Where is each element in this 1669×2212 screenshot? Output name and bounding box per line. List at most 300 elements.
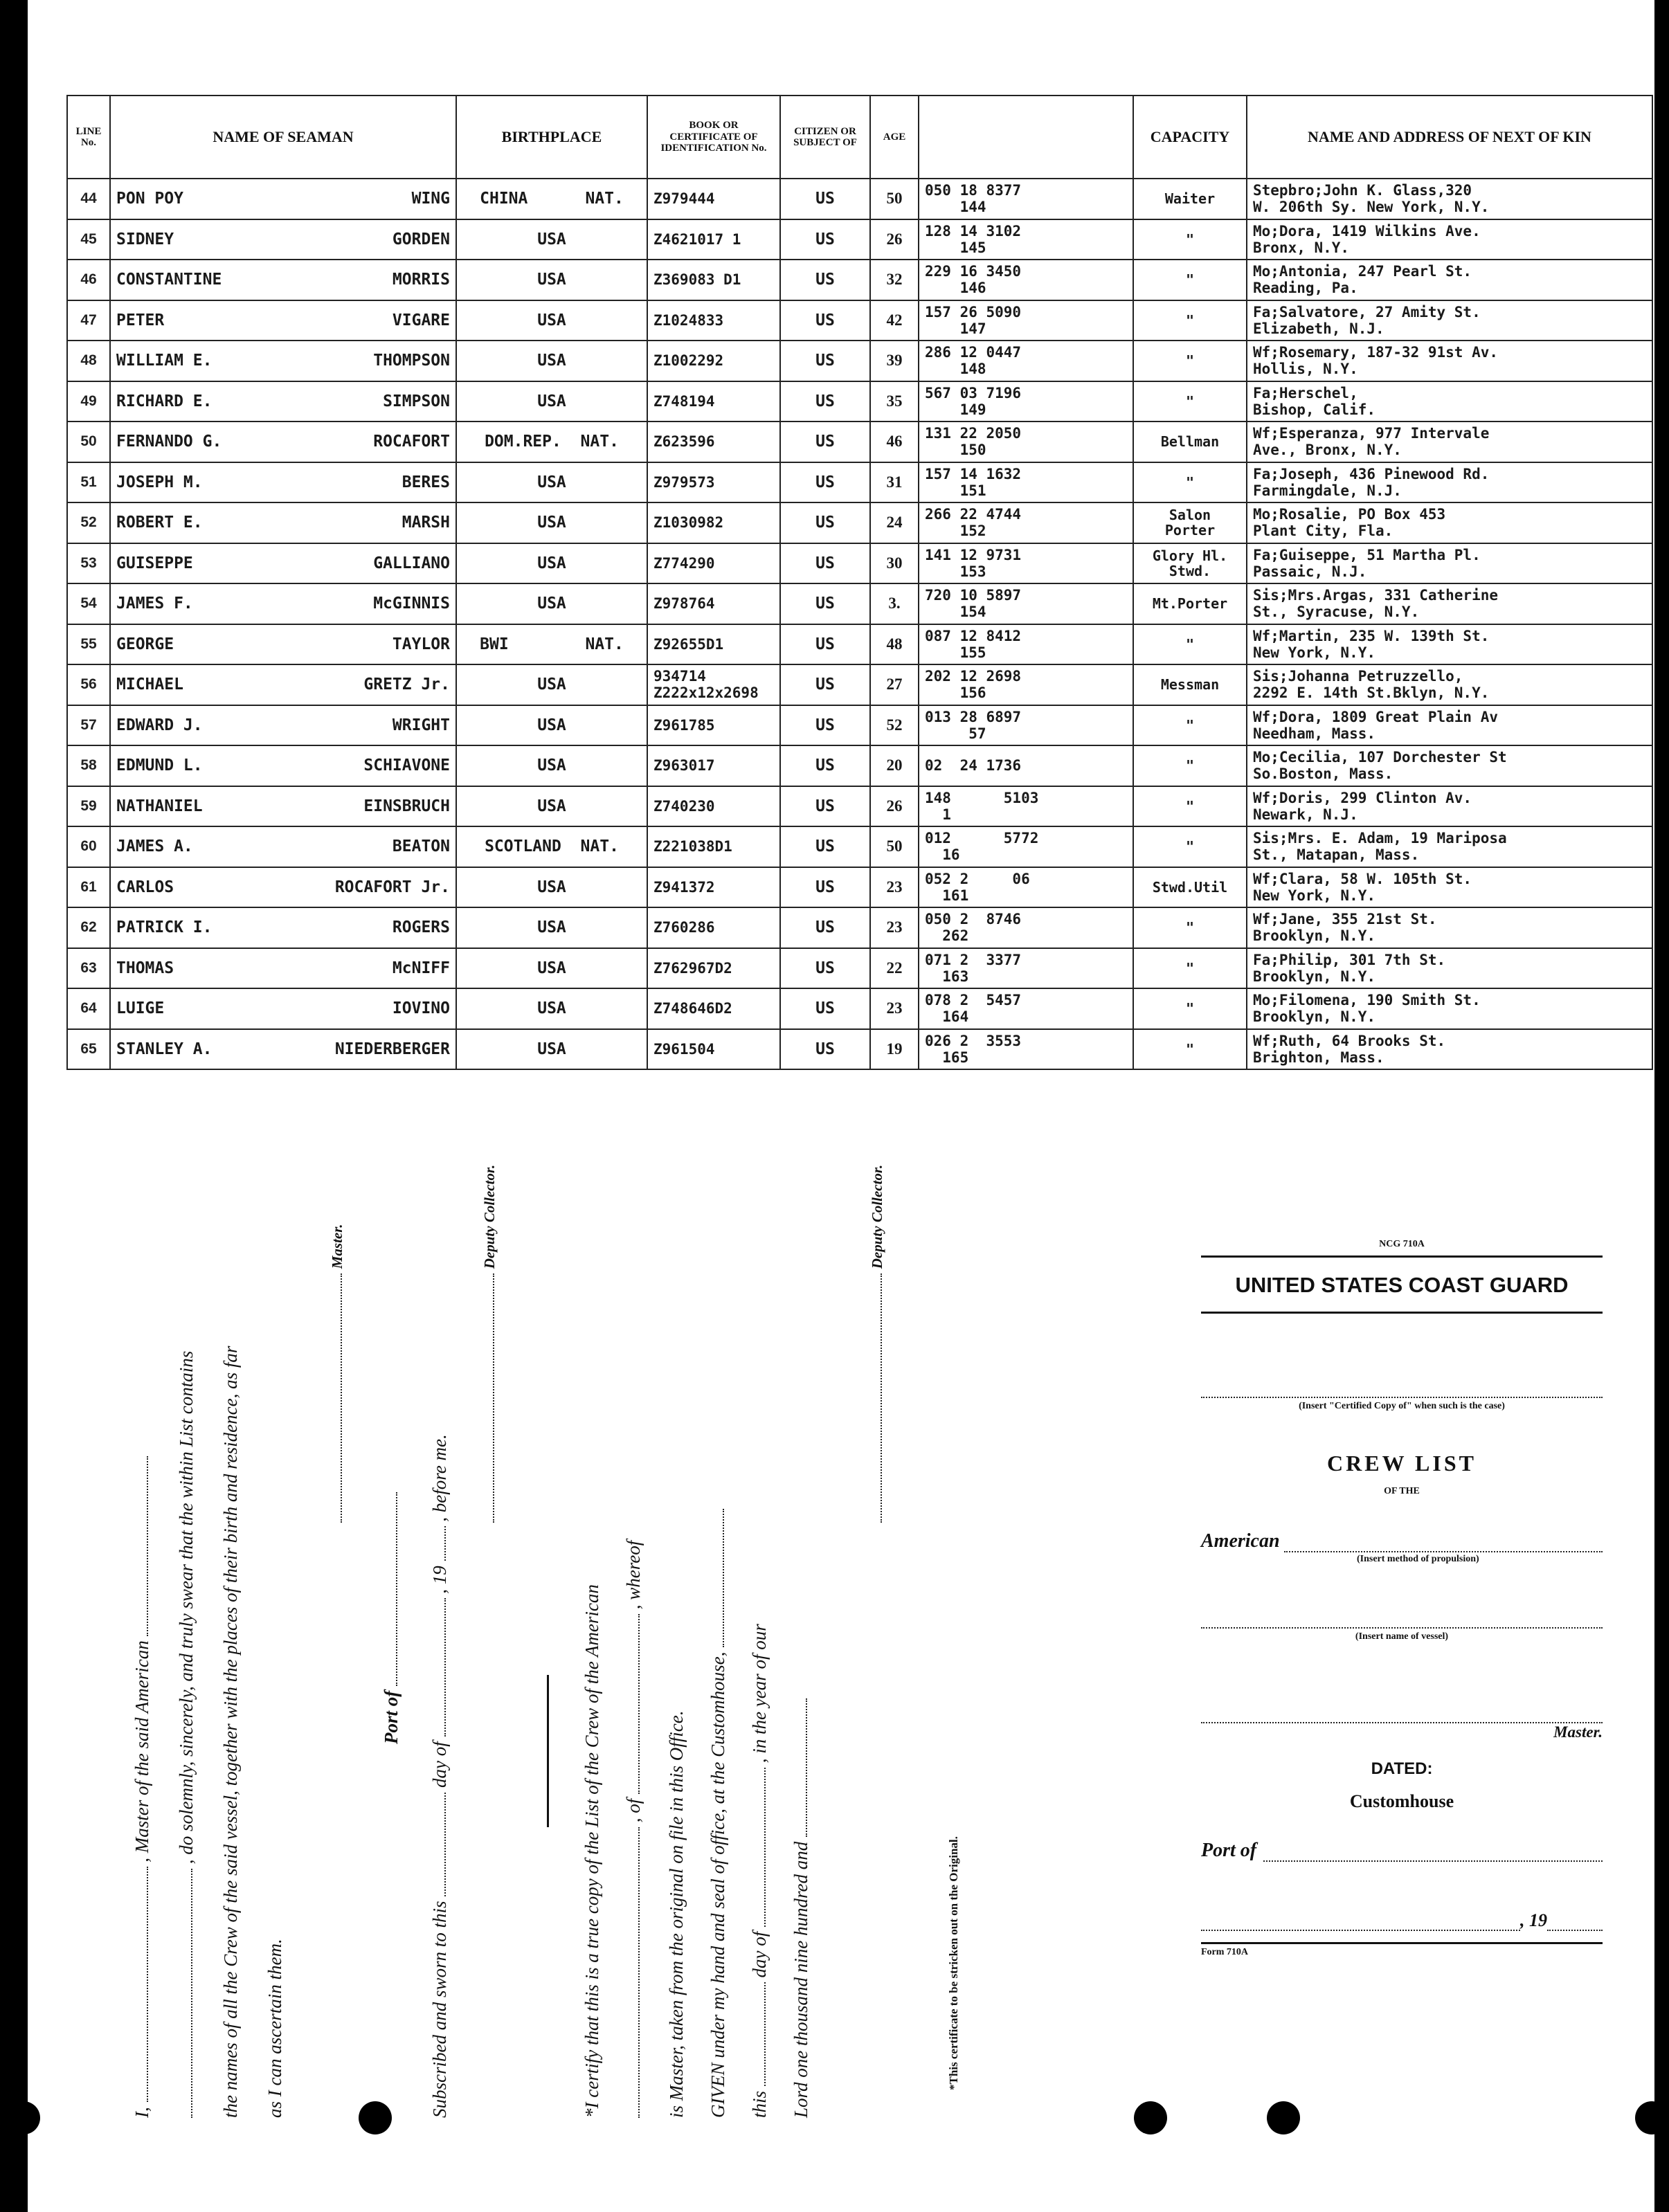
cell-line-no: 58 [67, 745, 110, 786]
form-year-line [1201, 1910, 1603, 1931]
cell-numbers: 050 2 8746 262 [919, 907, 1133, 948]
cell-age: 26 [870, 219, 919, 260]
master-label: Master. [329, 1224, 345, 1269]
table-row [67, 1029, 1652, 1070]
cell-birthplace: USA [456, 462, 647, 503]
cell-first-name: ROBERT E. [116, 514, 203, 532]
cell-birthplace: CHINA NAT. [456, 179, 647, 219]
cell-first-name: JAMES A. [116, 837, 193, 856]
this-text: this [749, 2090, 770, 2118]
cell-capacity: Waiter [1133, 179, 1247, 219]
form-master-label: Master. [1553, 1723, 1603, 1741]
cell-seaman-name [110, 421, 456, 462]
cell-seaman-name [110, 260, 456, 300]
cell-last-name: EINSBRUCH [363, 797, 450, 815]
cell-last-name: ROCAFORT [373, 433, 450, 451]
cell-capacity: " [1133, 219, 1247, 260]
header-certificate: BOOK OR CERTIFICATE OF IDENTIFICATION No. [647, 96, 780, 179]
cell-certificate: Z369083 D1 [647, 260, 780, 300]
table-row [67, 300, 1652, 341]
oath-line-3: the names of all the Crew of the said vessel, together with the places of their birth and residence, as far [220, 1345, 241, 2118]
cell-capacity: " [1133, 260, 1247, 300]
cell-first-name: RICHARD E. [116, 392, 213, 410]
cell-birthplace: USA [456, 341, 647, 381]
punch-hole [1635, 2101, 1668, 2134]
cell-seaman-name [110, 381, 456, 422]
cell-capacity: " [1133, 907, 1247, 948]
header-citizen: CITIZEN OR SUBJECT OF [780, 96, 870, 179]
cell-citizen: US [780, 381, 870, 422]
subscribed-day-of: day of [429, 1741, 450, 1788]
cell-first-name: NATHANIEL [116, 797, 203, 815]
cell-next-of-kin: Sis;Mrs.Argas, 331 Catherine St., Syracuse, N.Y. [1247, 583, 1652, 624]
cell-numbers: 148 5103 1 [919, 786, 1133, 827]
insert-name-note: (Insert name of vessel) [1355, 1631, 1449, 1642]
cell-citizen: US [780, 502, 870, 543]
oath-i: I, [132, 2107, 152, 2118]
cell-seaman-name [110, 300, 456, 341]
table-row [67, 988, 1652, 1029]
cell-line-no: 54 [67, 583, 110, 624]
american-label: American [1201, 1530, 1280, 1552]
cell-seaman-name [110, 462, 456, 503]
cell-first-name: JAMES F. [116, 595, 193, 613]
certify-line-3: is Master, taken from the original on file in this Office. [666, 1710, 687, 2118]
table-row [67, 826, 1652, 867]
cell-citizen: US [780, 219, 870, 260]
table-row [67, 786, 1652, 827]
cell-first-name: JOSEPH M. [116, 473, 203, 491]
cell-citizen: US [780, 664, 870, 705]
cell-capacity: " [1133, 462, 1247, 503]
cell-first-name: WILLIAM E. [116, 352, 213, 370]
cell-last-name: WING [411, 190, 450, 208]
crew-list-page [28, 0, 1654, 2212]
cell-line-no: 51 [67, 462, 110, 503]
cell-birthplace: USA [456, 381, 647, 422]
cell-numbers: 087 12 8412 155 [919, 624, 1133, 665]
cell-first-name: THOMAS [116, 959, 174, 977]
cell-numbers: 026 2 3553 165 [919, 1029, 1133, 1070]
table-row [67, 745, 1652, 786]
cell-numbers: 286 12 0447 148 [919, 341, 1133, 381]
cell-line-no: 53 [67, 543, 110, 584]
cell-next-of-kin: Fa;Guiseppe, 51 Martha Pl. Passaic, N.J. [1247, 543, 1652, 584]
cell-certificate: 934714 Z222x12x2698 [647, 664, 780, 705]
cell-capacity: " [1133, 341, 1247, 381]
subscribed-text: Subscribed and sworn to this [429, 1901, 450, 2118]
certify-of: , of [623, 1798, 644, 1823]
cell-next-of-kin: Fa;Salvatore, 27 Amity St. Elizabeth, N.J. [1247, 300, 1652, 341]
cell-line-no: 52 [67, 502, 110, 543]
insert-certified-note: (Insert "Certified Copy of" when such is the case) [1299, 1401, 1505, 1411]
cell-numbers: 202 12 2698 156 [919, 664, 1133, 705]
cell-citizen: US [780, 948, 870, 989]
cell-seaman-name [110, 543, 456, 584]
crew-list-title: CREW LIST [1327, 1451, 1477, 1476]
cell-first-name: PATRICK I. [116, 918, 213, 937]
cell-first-name: CONSTANTINE [116, 271, 222, 289]
certified-copy-line [1201, 1397, 1603, 1398]
cell-age: 50 [870, 826, 919, 867]
cell-last-name: WRIGHT [392, 716, 450, 734]
cell-numbers: 013 28 6897 57 [919, 705, 1133, 746]
cell-capacity: " [1133, 988, 1247, 1029]
cell-last-name: MORRIS [392, 271, 450, 289]
cell-age: 20 [870, 745, 919, 786]
cell-last-name: IOVINO [392, 999, 450, 1018]
cell-age: 31 [870, 462, 919, 503]
subscribed-year: , 19 [429, 1566, 450, 1594]
cell-certificate: Z740230 [647, 786, 780, 827]
cell-seaman-name [110, 219, 456, 260]
cell-capacity: " [1133, 745, 1247, 786]
cell-first-name: FERNANDO G. [116, 433, 222, 451]
cell-line-no: 49 [67, 381, 110, 422]
subscribed-before-me: , before me. [429, 1434, 450, 1522]
cell-birthplace: USA [456, 543, 647, 584]
cell-line-no: 59 [67, 786, 110, 827]
cell-birthplace: USA [456, 867, 647, 908]
header-blank [919, 96, 1133, 179]
of-the-label: OF THE [1384, 1486, 1420, 1496]
deputy-collector-label-1: Deputy Collector. [481, 1164, 498, 1269]
cell-citizen: US [780, 179, 870, 219]
cell-next-of-kin: Fa;Herschel, Bishop, Calif. [1247, 381, 1652, 422]
this-year-of-our: , in the year of our [749, 1624, 770, 1764]
cell-next-of-kin: Wf;Clara, 58 W. 105th St. New York, N.Y. [1247, 867, 1652, 908]
cell-citizen: US [780, 705, 870, 746]
cell-citizen: US [780, 543, 870, 584]
lord-line [791, 1698, 812, 2118]
cell-age: 23 [870, 867, 919, 908]
port-of-line [381, 1492, 402, 1744]
header-name-of-seaman: NAME OF SEAMAN [110, 96, 456, 179]
port-of-label: Port of [381, 1690, 402, 1744]
cell-seaman-name [110, 907, 456, 948]
cell-capacity: " [1133, 381, 1247, 422]
cell-birthplace: USA [456, 300, 647, 341]
table-row [67, 705, 1652, 746]
cell-age: 32 [870, 260, 919, 300]
oath-line-4: as I can ascertain them. [264, 1939, 285, 2118]
cell-birthplace: BWI NAT. [456, 624, 647, 665]
cell-first-name: PON POY [116, 190, 183, 208]
cell-seaman-name [110, 502, 456, 543]
table-row [67, 260, 1652, 300]
punch-hole [7, 2101, 40, 2134]
cell-birthplace: USA [456, 745, 647, 786]
cell-seaman-name [110, 826, 456, 867]
cell-numbers: 157 14 1632 151 [919, 462, 1133, 503]
table-row [67, 421, 1652, 462]
cell-last-name: TAYLOR [392, 635, 450, 653]
cell-line-no: 55 [67, 624, 110, 665]
customhouse-label: Customhouse [1349, 1791, 1454, 1811]
cell-citizen: US [780, 300, 870, 341]
cell-citizen: US [780, 826, 870, 867]
cell-birthplace: USA [456, 260, 647, 300]
cell-last-name: BEATON [392, 837, 450, 856]
cell-line-no: 63 [67, 948, 110, 989]
cell-seaman-name [110, 948, 456, 989]
cell-last-name: MARSH [402, 514, 450, 532]
cell-numbers: 720 10 5897 154 [919, 583, 1133, 624]
cell-age: 48 [870, 624, 919, 665]
header-capacity: CAPACITY [1133, 96, 1247, 179]
divider-rule [547, 1675, 549, 1827]
table-row [67, 907, 1652, 948]
table-row [67, 179, 1652, 219]
cell-numbers: 02 24 1736 [919, 745, 1133, 786]
cell-citizen: US [780, 907, 870, 948]
cell-capacity: " [1133, 1029, 1247, 1070]
cell-citizen: US [780, 1029, 870, 1070]
table-row [67, 624, 1652, 665]
cell-citizen: US [780, 260, 870, 300]
table-row [67, 381, 1652, 422]
cell-citizen: US [780, 583, 870, 624]
punch-hole [359, 2101, 392, 2134]
table-row [67, 543, 1652, 584]
given-text: GIVEN under my hand and seal of office, at the Customhouse, [707, 1651, 728, 2118]
insert-method-note: (Insert method of propulsion) [1357, 1554, 1479, 1564]
cell-last-name: GALLIANO [373, 554, 450, 572]
cell-numbers: 229 16 3450 146 [919, 260, 1133, 300]
cell-seaman-name [110, 867, 456, 908]
cell-line-no: 46 [67, 260, 110, 300]
cell-next-of-kin: Wf;Dora, 1809 Great Plain Av Needham, Mass. [1247, 705, 1652, 746]
cell-line-no: 56 [67, 664, 110, 705]
table-row [67, 219, 1652, 260]
cell-certificate: Z963017 [647, 745, 780, 786]
deputy-collector-label-2: Deputy Collector. [869, 1164, 885, 1269]
cell-next-of-kin: Mo;Filomena, 190 Smith St. Brooklyn, N.Y. [1247, 988, 1652, 1029]
cell-capacity: " [1133, 948, 1247, 989]
cell-last-name: VIGARE [392, 311, 450, 329]
cell-next-of-kin: Sis;Johanna Petruzzello, 2292 E. 14th St.Bklyn, N.Y. [1247, 664, 1652, 705]
cell-first-name: SIDNEY [116, 230, 174, 248]
cell-next-of-kin: Sis;Mrs. E. Adam, 19 Mariposa St., Matapan, Mass. [1247, 826, 1652, 867]
certify-line-2 [623, 1541, 644, 2118]
cell-first-name: MICHAEL [116, 676, 183, 694]
form-port-of-label: Port of [1201, 1840, 1257, 1861]
cell-age: 30 [870, 543, 919, 584]
cell-next-of-kin: Wf;Jane, 355 21st St. Brooklyn, N.Y. [1247, 907, 1652, 948]
header-age: AGE [870, 96, 919, 179]
cell-citizen: US [780, 421, 870, 462]
cell-citizen: US [780, 462, 870, 503]
cell-seaman-name [110, 341, 456, 381]
cell-seaman-name [110, 745, 456, 786]
form-number: Form 710A [1201, 1947, 1249, 1957]
cell-certificate: Z92655D1 [647, 624, 780, 665]
cell-seaman-name [110, 786, 456, 827]
cell-numbers: 050 18 8377 144 [919, 179, 1133, 219]
cell-last-name: McGINNIS [373, 595, 450, 613]
cell-capacity: " [1133, 705, 1247, 746]
cell-certificate: Z1002292 [647, 341, 780, 381]
cell-citizen: US [780, 341, 870, 381]
cell-numbers: 078 2 5457 164 [919, 988, 1133, 1029]
cell-numbers: 071 2 3377 163 [919, 948, 1133, 989]
crew-table [66, 95, 1653, 1070]
cell-numbers: 052 2 06 161 [919, 867, 1133, 908]
cell-capacity: Stwd.Util [1133, 867, 1247, 908]
cell-birthplace: USA [456, 705, 647, 746]
form-top-rule [1201, 1255, 1603, 1258]
dated-label: DATED: [1371, 1759, 1433, 1778]
cell-age: 22 [870, 948, 919, 989]
form-port-line [1201, 1840, 1603, 1862]
cell-birthplace: USA [456, 988, 647, 1029]
cell-last-name: ROCAFORT Jr. [334, 878, 450, 896]
this-day-of: day of [749, 1931, 770, 1978]
cell-citizen: US [780, 867, 870, 908]
cell-last-name: McNIFF [392, 959, 450, 977]
cell-last-name: SIMPSON [383, 392, 450, 410]
cell-age: 42 [870, 300, 919, 341]
cell-birthplace: SCOTLAND NAT. [456, 826, 647, 867]
cell-line-no: 50 [67, 421, 110, 462]
cell-birthplace: USA [456, 786, 647, 827]
cell-certificate: Z748194 [647, 381, 780, 422]
cell-citizen: US [780, 624, 870, 665]
oath-line-2 [176, 1351, 197, 2118]
table-row [67, 341, 1652, 381]
cell-birthplace: USA [456, 1029, 647, 1070]
strike-note: *This certificate to be stricken out on the Original. [947, 1836, 960, 2090]
table-header-row [67, 96, 1652, 179]
cell-line-no: 45 [67, 219, 110, 260]
cell-last-name: ROGERS [392, 918, 450, 937]
table-row [67, 502, 1652, 543]
cell-age: 50 [870, 179, 919, 219]
cell-certificate: Z762967D2 [647, 948, 780, 989]
table-row [67, 867, 1652, 908]
lord-text: Lord one thousand nine hundred and [791, 1841, 811, 2118]
oath-text-block [104, 1121, 1018, 2118]
cell-next-of-kin: Fa;Philip, 301 7th St. Brooklyn, N.Y. [1247, 948, 1652, 989]
cell-next-of-kin: Mo;Rosalie, PO Box 453 Plant City, Fla. [1247, 502, 1652, 543]
cell-capacity: " [1133, 826, 1247, 867]
crew-table-body [67, 179, 1652, 1069]
table-row [67, 664, 1652, 705]
form-year-label: , 19 [1520, 1910, 1547, 1930]
table-row [67, 462, 1652, 503]
cell-capacity: Bellman [1133, 421, 1247, 462]
cell-certificate: Z941372 [647, 867, 780, 908]
oath-swear-text: , do solemnly, sincerely, and truly swear that the within List contains [176, 1350, 197, 1865]
cell-capacity: " [1133, 624, 1247, 665]
cell-first-name: GUISEPPE [116, 554, 193, 572]
cell-age: 23 [870, 907, 919, 948]
cell-next-of-kin: Mo;Dora, 1419 Wilkins Ave. Bronx, N.Y. [1247, 219, 1652, 260]
cell-numbers: 128 14 3102 145 [919, 219, 1133, 260]
given-line [707, 1509, 729, 2118]
cell-certificate: Z760286 [647, 907, 780, 948]
cell-first-name: GEORGE [116, 635, 174, 653]
cell-numbers: 266 22 4744 152 [919, 502, 1133, 543]
cell-age: 39 [870, 341, 919, 381]
cell-capacity: Salon Porter [1133, 502, 1247, 543]
cell-next-of-kin: Wf;Ruth, 64 Brooks St. Brighton, Mass. [1247, 1029, 1652, 1070]
cell-numbers: 141 12 9731 153 [919, 543, 1133, 584]
cell-first-name: EDMUND L. [116, 756, 203, 775]
cell-certificate: Z979444 [647, 179, 780, 219]
cell-age: 3. [870, 583, 919, 624]
cell-seaman-name [110, 179, 456, 219]
certify-whereof: , whereof [623, 1540, 644, 1610]
cell-seaman-name [110, 1029, 456, 1070]
form-bottom-rule [1201, 1942, 1603, 1944]
cell-birthplace: USA [456, 664, 647, 705]
cell-seaman-name [110, 988, 456, 1029]
cell-age: 27 [870, 664, 919, 705]
header-next-of-kin: NAME AND ADDRESS OF NEXT OF KIN [1247, 96, 1652, 179]
cell-certificate: Z961504 [647, 1029, 780, 1070]
cell-next-of-kin: Wf;Martin, 235 W. 139th St. New York, N.Y. [1247, 624, 1652, 665]
cell-next-of-kin: Fa;Joseph, 436 Pinewood Rd. Farmingdale, N.J. [1247, 462, 1652, 503]
oath-section [104, 1121, 1018, 2118]
cell-line-no: 47 [67, 300, 110, 341]
cell-certificate: Z978764 [647, 583, 780, 624]
cell-certificate: Z221038D1 [647, 826, 780, 867]
subscribed-line [429, 1434, 451, 2118]
cell-line-no: 62 [67, 907, 110, 948]
cell-next-of-kin: Wf;Esperanza, 977 Intervale Ave., Bronx, N.Y. [1247, 421, 1652, 462]
cell-next-of-kin: Mo;Cecilia, 107 Dorchester St So.Boston, Mass. [1247, 745, 1652, 786]
cell-certificate: Z623596 [647, 421, 780, 462]
cell-numbers: 157 26 5090 147 [919, 300, 1133, 341]
cell-certificate: Z961785 [647, 705, 780, 746]
cell-last-name: THOMPSON [373, 352, 450, 370]
cell-capacity: " [1133, 786, 1247, 827]
punch-hole [1134, 2101, 1167, 2134]
cell-certificate: Z4621017 1 [647, 219, 780, 260]
cell-seaman-name [110, 583, 456, 624]
cell-certificate: Z748646D2 [647, 988, 780, 1029]
certify-line-1: *I certify that this is a true copy of the List of the Crew of the American [581, 1584, 602, 2118]
cell-last-name: GRETZ Jr. [363, 676, 450, 694]
cell-numbers: 131 22 2050 150 [919, 421, 1133, 462]
table-row [67, 948, 1652, 989]
cell-next-of-kin: Wf;Rosemary, 187-32 91st Av. Hollis, N.Y. [1247, 341, 1652, 381]
cell-capacity: Mt.Porter [1133, 583, 1247, 624]
cell-next-of-kin: Wf;Doris, 299 Clinton Av. Newark, N.J. [1247, 786, 1652, 827]
cell-last-name: NIEDERBERGER [334, 1040, 450, 1058]
cell-birthplace: USA [456, 502, 647, 543]
cell-age: 26 [870, 786, 919, 827]
oath-line-1 [132, 1456, 153, 2118]
cell-numbers: 567 03 7196 149 [919, 381, 1133, 422]
cell-seaman-name [110, 664, 456, 705]
deputy-collector-line-1 [478, 1165, 499, 1523]
american-line [1201, 1530, 1603, 1552]
cell-first-name: PETER [116, 311, 165, 329]
cell-line-no: 64 [67, 988, 110, 1029]
cell-citizen: US [780, 988, 870, 1029]
cell-numbers: 012 5772 16 [919, 826, 1133, 867]
cell-citizen: US [780, 745, 870, 786]
form-mid-rule [1201, 1312, 1603, 1314]
table-row [67, 583, 1652, 624]
cell-line-no: 44 [67, 179, 110, 219]
header-birthplace: BIRTHPLACE [456, 96, 647, 179]
punch-hole [1267, 2101, 1300, 2134]
cell-line-no: 61 [67, 867, 110, 908]
cell-next-of-kin: Mo;Antonia, 247 Pearl St. Reading, Pa. [1247, 260, 1652, 300]
